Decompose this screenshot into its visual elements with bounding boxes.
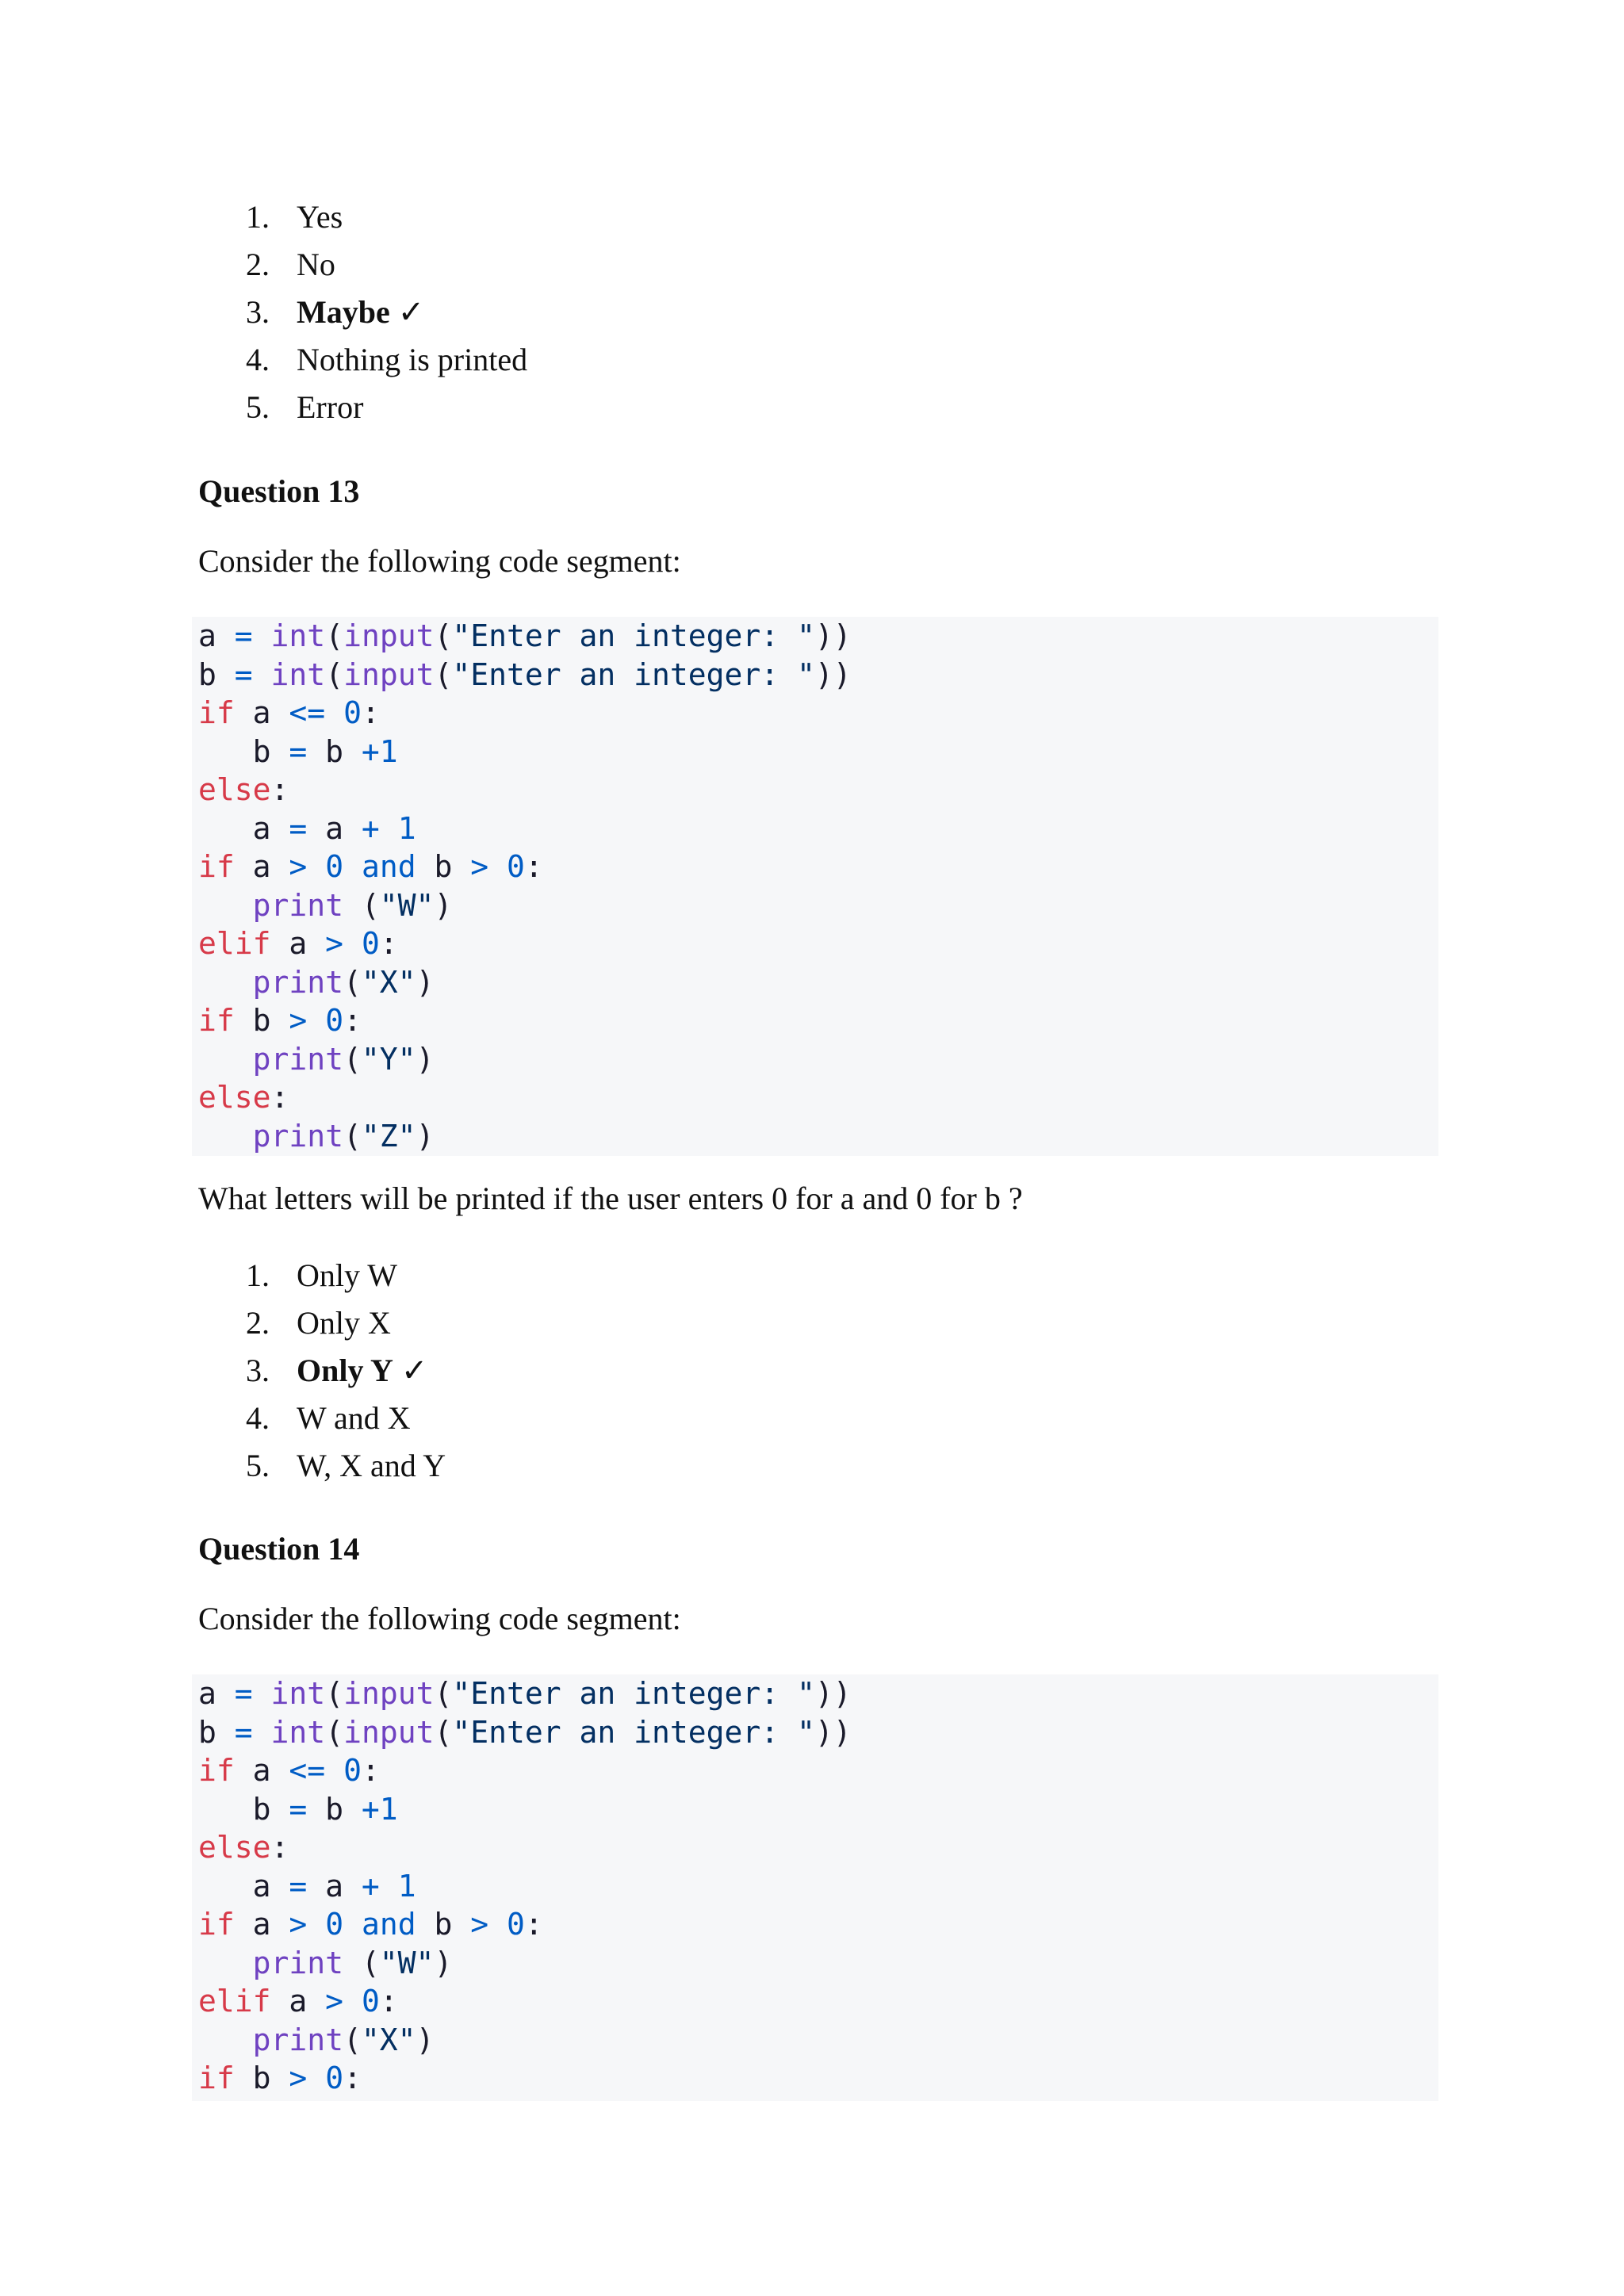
code-line: if b > 0: bbox=[198, 1003, 362, 1038]
option-text: Yes bbox=[297, 199, 343, 235]
q12-option bbox=[246, 241, 527, 289]
option-text: Error bbox=[297, 389, 364, 425]
q12-options bbox=[246, 193, 527, 431]
option-text: Only Y bbox=[297, 1353, 393, 1388]
option-number: 4. bbox=[246, 1400, 270, 1436]
code-line: else: bbox=[198, 772, 289, 807]
checkmark-icon: ✓ bbox=[400, 1353, 428, 1389]
option-text: W, X and Y bbox=[297, 1448, 446, 1483]
q13-option bbox=[246, 1299, 446, 1347]
code-line: if a <= 0: bbox=[198, 695, 380, 730]
q13-option bbox=[246, 1252, 446, 1299]
code-line: print("Y") bbox=[252, 1041, 435, 1077]
option-number: 5. bbox=[246, 389, 270, 425]
question-heading: Question 14 bbox=[198, 1531, 360, 1567]
q12-option bbox=[246, 384, 527, 431]
option-number: 3. bbox=[246, 294, 270, 330]
code-line: a = a + 1 bbox=[198, 810, 416, 846]
question-text: What letters will be printed if the user enters 0 for a and 0 for b ? bbox=[198, 1181, 1023, 1216]
code-line: b = int(input("Enter an integer: ")) bbox=[198, 656, 852, 692]
option-number: 1. bbox=[246, 199, 270, 235]
code-line: a = a + 1 bbox=[198, 1868, 416, 1904]
checkmark-icon: ✓ bbox=[397, 294, 425, 331]
option-text: Nothing is printed bbox=[297, 342, 528, 377]
code-line: if a > 0 and b > 0: bbox=[198, 849, 543, 884]
code-line: b = b +1 bbox=[198, 733, 398, 769]
code-line: if a <= 0: bbox=[198, 1753, 380, 1788]
q12-option bbox=[246, 336, 527, 384]
code-line: print ("W") bbox=[252, 1945, 453, 1980]
code-line: print("Z") bbox=[252, 1118, 435, 1154]
q13-option-correct bbox=[246, 1347, 446, 1395]
code-line: a = int(input("Enter an integer: ")) bbox=[198, 618, 852, 653]
code-line: else: bbox=[198, 1080, 289, 1115]
code-line: b = b +1 bbox=[198, 1791, 398, 1827]
q13-options bbox=[246, 1252, 446, 1490]
code-block bbox=[192, 1674, 1438, 2101]
question-intro: Consider the following code segment: bbox=[198, 543, 681, 579]
code-line: print("X") bbox=[252, 2022, 435, 2057]
code-line: if a > 0 and b > 0: bbox=[198, 1907, 543, 1942]
option-text: W and X bbox=[297, 1400, 411, 1436]
code-line: else: bbox=[198, 1830, 289, 1865]
question-heading: Question 13 bbox=[198, 473, 360, 509]
option-text: Only X bbox=[297, 1305, 391, 1341]
code-block bbox=[192, 617, 1438, 1156]
option-number: 5. bbox=[246, 1448, 270, 1483]
q13-option bbox=[246, 1442, 446, 1490]
option-text: No bbox=[297, 247, 335, 282]
option-text: Maybe bbox=[297, 294, 390, 330]
option-number: 4. bbox=[246, 342, 270, 377]
code-line: print("X") bbox=[252, 964, 435, 1000]
option-number: 3. bbox=[246, 1353, 270, 1388]
code-line: a = int(input("Enter an integer: ")) bbox=[198, 1676, 852, 1711]
option-number: 2. bbox=[246, 247, 270, 282]
q12-option bbox=[246, 193, 527, 241]
code-line: b = int(input("Enter an integer: ")) bbox=[198, 1714, 852, 1750]
q12-option-correct bbox=[246, 289, 527, 336]
q13-option bbox=[246, 1395, 446, 1442]
code-line: elif a > 0: bbox=[198, 1984, 398, 2019]
question-intro: Consider the following code segment: bbox=[198, 1601, 681, 1636]
code-line: print ("W") bbox=[252, 887, 453, 923]
option-number: 1. bbox=[246, 1257, 270, 1293]
option-text: Only W bbox=[297, 1257, 398, 1293]
code-line: if b > 0: bbox=[198, 2061, 362, 2095]
code-line: elif a > 0: bbox=[198, 926, 398, 961]
option-number: 2. bbox=[246, 1305, 270, 1341]
